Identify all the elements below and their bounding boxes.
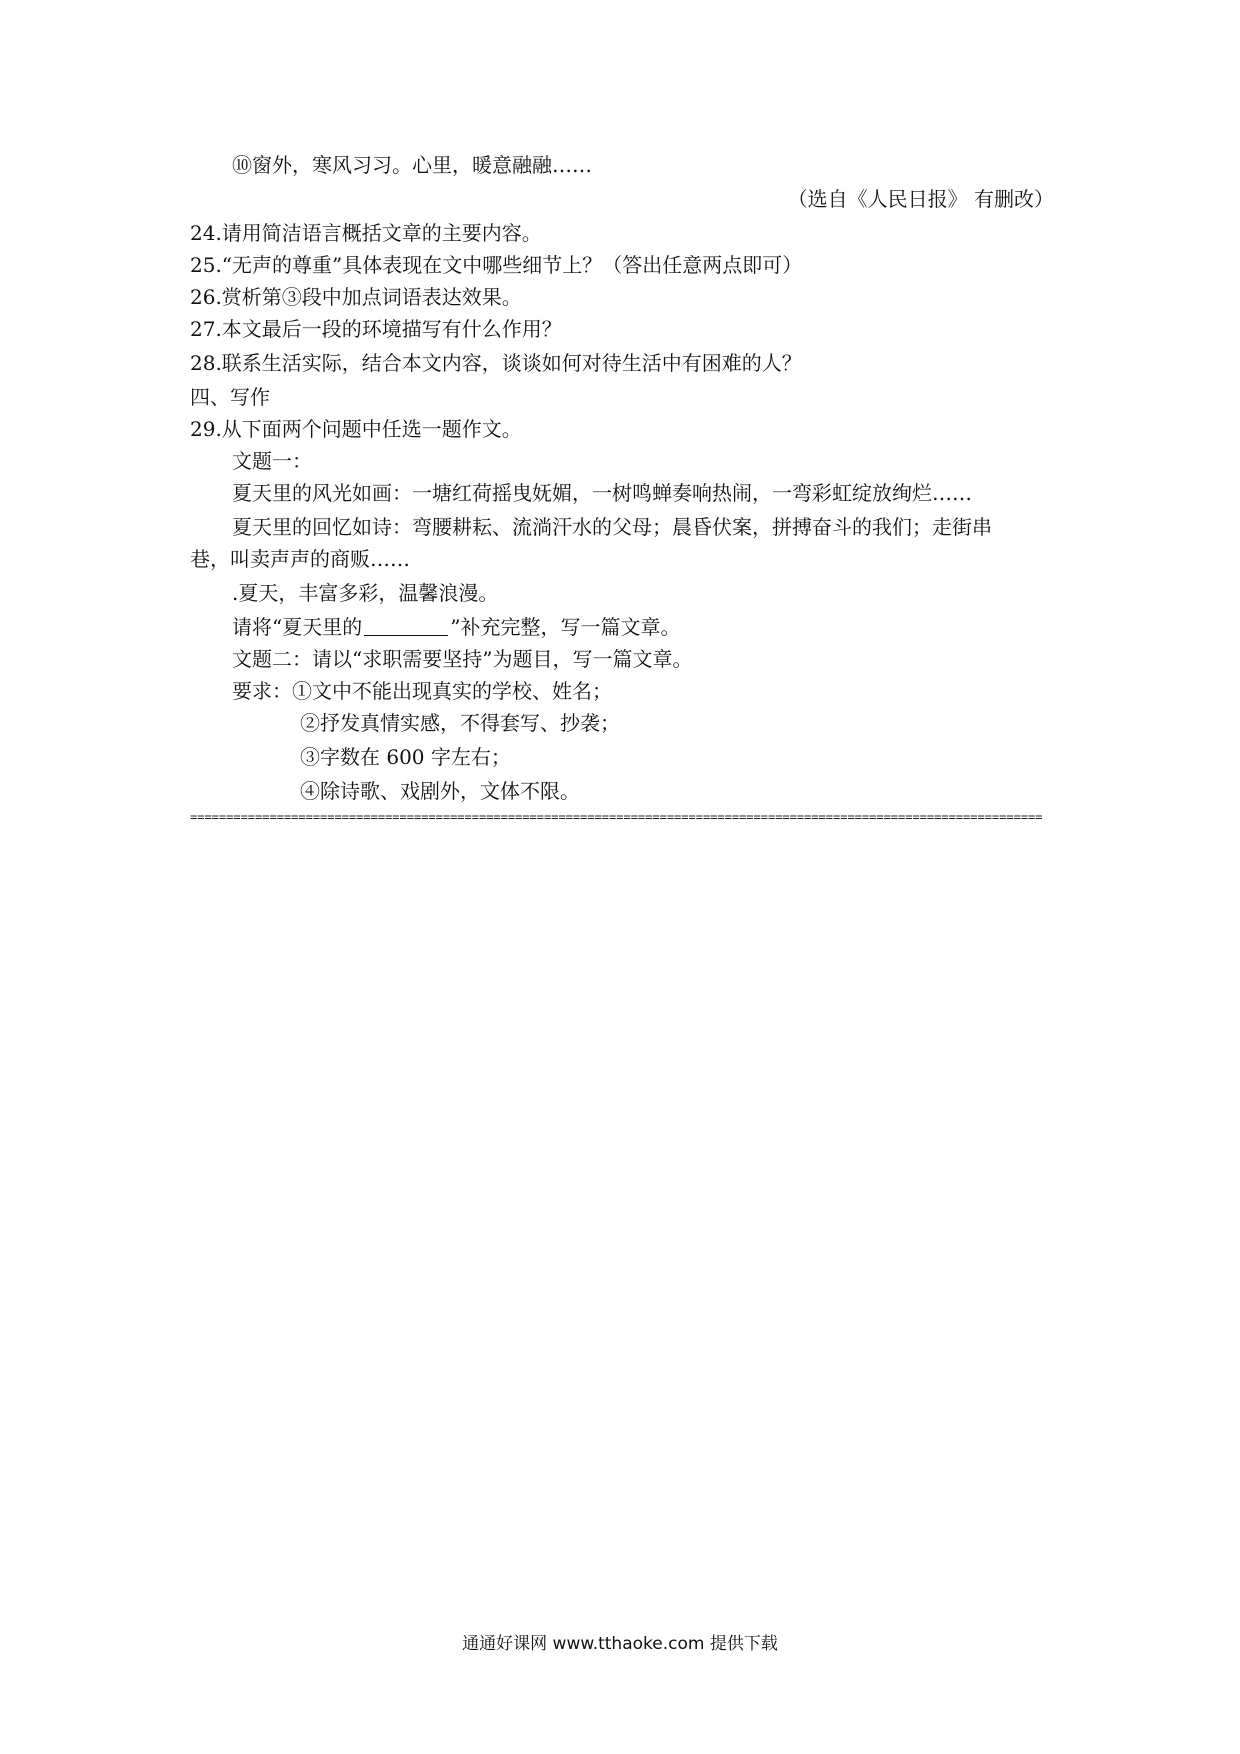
footer-credit: 通通好课网 www.tthaoke.com 提供下载 bbox=[462, 1634, 778, 1654]
topic1-line2b: 巷，叫卖声声的商贩…… bbox=[190, 547, 410, 571]
topic1-prompt-after: ”补充完整，写一篇文章。 bbox=[450, 615, 681, 639]
end-divider: ====================================================================================================================== bbox=[190, 810, 1043, 824]
question-25: 25.“无声的尊重”具体表现在文中哪些细节上？（答出任意两点即可） bbox=[190, 253, 803, 277]
question-28: 28.联系生活实际，结合本文内容，谈谈如何对待生活中有困难的人？ bbox=[190, 351, 802, 375]
topic1-prompt bbox=[232, 612, 680, 642]
topic1-prompt-before: 请将“夏天里的 bbox=[232, 615, 363, 639]
question-27: 27.本文最后一段的环境描写有什么作用？ bbox=[190, 317, 562, 341]
fill-in-blank bbox=[364, 615, 448, 636]
requirement-2: ②抒发真情实感，不得套写、抄袭； bbox=[300, 711, 620, 735]
source-note: （选自《人民日报》 有删改） bbox=[787, 187, 1054, 211]
question-24: 24.请用简洁语言概括文章的主要内容。 bbox=[190, 221, 542, 245]
question-26: 26.赏析第③段中加点词语表达效果。 bbox=[190, 285, 522, 309]
requirement-1: 要求：①文中不能出现真实的学校、姓名； bbox=[232, 679, 612, 703]
requirement-4: ④除诗歌、戏剧外，文体不限。 bbox=[300, 779, 580, 803]
passage-closing-paragraph: ⑩窗外，寒风习习。心里，暖意融融…… bbox=[232, 153, 592, 177]
topic1-line1: 夏天里的风光如画：一塘红荷摇曳妩媚，一树鸣蝉奏响热闹，一弯彩虹绽放绚烂…… bbox=[232, 481, 972, 505]
question-29: 29.从下面两个问题中任选一题作文。 bbox=[190, 417, 522, 441]
topic2: 文题二：请以“求职需要坚持”为题目，写一篇文章。 bbox=[232, 647, 693, 671]
topic1-label: 文题一： bbox=[232, 449, 312, 473]
section-heading-writing: 四、写作 bbox=[190, 385, 270, 409]
topic1-line3: .夏天，丰富多彩，温馨浪漫。 bbox=[232, 581, 499, 605]
topic1-line2a: 夏天里的回忆如诗：弯腰耕耘、流淌汗水的父母；晨昏伏案，拼搏奋斗的我们；走街串 bbox=[232, 515, 992, 539]
requirement-3: ③字数在 600 字左右； bbox=[300, 745, 511, 769]
